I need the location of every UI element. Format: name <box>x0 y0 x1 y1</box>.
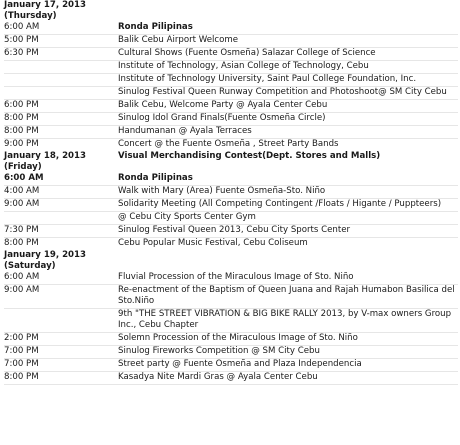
day-block <box>4 151 458 250</box>
schedule-row <box>4 333 458 346</box>
event-title: Cebu Popular Music Festival, Cebu Coliseum <box>118 238 308 248</box>
schedule-row <box>4 113 458 126</box>
day-block <box>4 0 458 151</box>
event-time: 5:00 PM <box>4 35 39 45</box>
event-title: Ronda Pilipinas <box>118 22 193 32</box>
schedule-row <box>4 35 458 48</box>
weekday-heading: (Thursday) <box>4 11 57 21</box>
schedule-row <box>4 372 458 385</box>
event-time: 2:00 PM <box>4 333 39 343</box>
event-title: Solemn Procession of the Miraculous Image of Sto. Niño <box>118 333 358 343</box>
event-time: 7:30 PM <box>4 225 39 235</box>
event-time: 8:00 PM <box>4 372 39 382</box>
event-title: Fluvial Procession of the Miraculous Image of Sto. Niño <box>118 272 354 282</box>
event-time: 6:30 PM <box>4 48 39 58</box>
schedule-row <box>4 48 458 61</box>
event-time: 6:00 AM <box>4 272 40 282</box>
schedule-row <box>4 61 458 74</box>
schedule-row <box>4 87 458 100</box>
event-title: @ Cebu City Sports Center Gym <box>118 212 256 222</box>
schedule-row <box>4 22 458 35</box>
date-heading-row <box>4 151 458 162</box>
event-time: 6:00 AM <box>4 173 44 183</box>
event-schedule <box>4 0 458 385</box>
schedule-row <box>4 309 458 333</box>
schedule-row <box>4 74 458 87</box>
event-title: Institute of Technology University, Saint Paul College Foundation, Inc. <box>118 74 417 84</box>
event-title: Handumanan @ Ayala Terraces <box>118 126 252 136</box>
schedule-row <box>4 139 458 151</box>
event-time: 9:00 AM <box>4 285 40 295</box>
schedule-row <box>4 238 458 250</box>
schedule-row <box>4 100 458 113</box>
schedule-row <box>4 199 458 212</box>
event-time: 6:00 AM <box>4 22 40 32</box>
event-title: Sinulog Festival Queen 2013, Cebu City Sports Center <box>118 225 351 235</box>
event-time: 9:00 PM <box>4 139 39 149</box>
day-headline: Visual Merchandising Contest(Dept. Stores and Malls) <box>118 151 381 161</box>
event-title: Walk with Mary (Area) Fuente Osmeña-Sto. Niño <box>118 186 326 196</box>
event-time: 8:00 PM <box>4 238 39 248</box>
event-time: 8:00 PM <box>4 113 39 123</box>
event-title: Balik Cebu Airport Welcome <box>118 35 239 45</box>
event-time: 7:00 PM <box>4 346 39 356</box>
schedule-row <box>4 346 458 359</box>
event-time: 9:00 AM <box>4 199 40 209</box>
event-time: 4:00 AM <box>4 186 40 196</box>
event-title: Solidarity Meeting (All Competing Contingent /Floats / Higante / Puppteers) <box>118 199 442 209</box>
event-title: Sinulog Idol Grand Finals(Fuente Osmeña Circle) <box>118 113 326 123</box>
schedule-row <box>4 285 458 309</box>
event-title: Cultural Shows (Fuente Osmeña) Salazar College of Science <box>118 48 376 58</box>
event-time: 6:00 PM <box>4 100 39 110</box>
weekday-heading: (Saturday) <box>4 261 56 271</box>
schedule-row <box>4 359 458 372</box>
event-title: Kasadya Nite Mardi Gras @ Ayala Center Cebu <box>118 372 318 382</box>
event-time: 8:00 PM <box>4 126 39 136</box>
schedule-row <box>4 186 458 199</box>
event-title: Street party @ Fuente Osmeña and Plaza Independencia <box>118 359 362 369</box>
date-heading: January 17, 2013 <box>4 0 86 10</box>
event-title: Ronda Pilipinas <box>118 173 193 183</box>
event-time: 7:00 PM <box>4 359 39 369</box>
schedule-row <box>4 272 458 285</box>
event-title: Sinulog Festival Queen Runway Competition and Photoshoot@ SM City Cebu <box>118 87 447 97</box>
event-title: Re-enactment of the Baptism of Queen Juana and Rajah Humabon Basilica del Sto.Niño <box>118 285 455 306</box>
schedule-row <box>4 126 458 139</box>
schedule-row <box>4 173 458 186</box>
event-title: Concert @ the Fuente Osmeña , Street Party Bands <box>118 139 339 149</box>
day-block <box>4 250 458 385</box>
date-heading: January 18, 2013 <box>4 151 86 161</box>
schedule-row <box>4 225 458 238</box>
event-title: Institute of Technology, Asian College of Technology, Cebu <box>118 61 369 71</box>
schedule-row <box>4 212 458 225</box>
event-title: 9th "THE STREET VIBRATION & BIG BIKE RALLY 2013, by V-max owners Group Inc., Cebu Chapter <box>118 309 452 330</box>
event-title: Sinulog Fireworks Competition @ SM City Cebu <box>118 346 320 356</box>
event-title: Balik Cebu, Welcome Party @ Ayala Center Cebu <box>118 100 328 110</box>
weekday-heading: (Friday) <box>4 162 42 172</box>
date-heading: January 19, 2013 <box>4 250 86 260</box>
